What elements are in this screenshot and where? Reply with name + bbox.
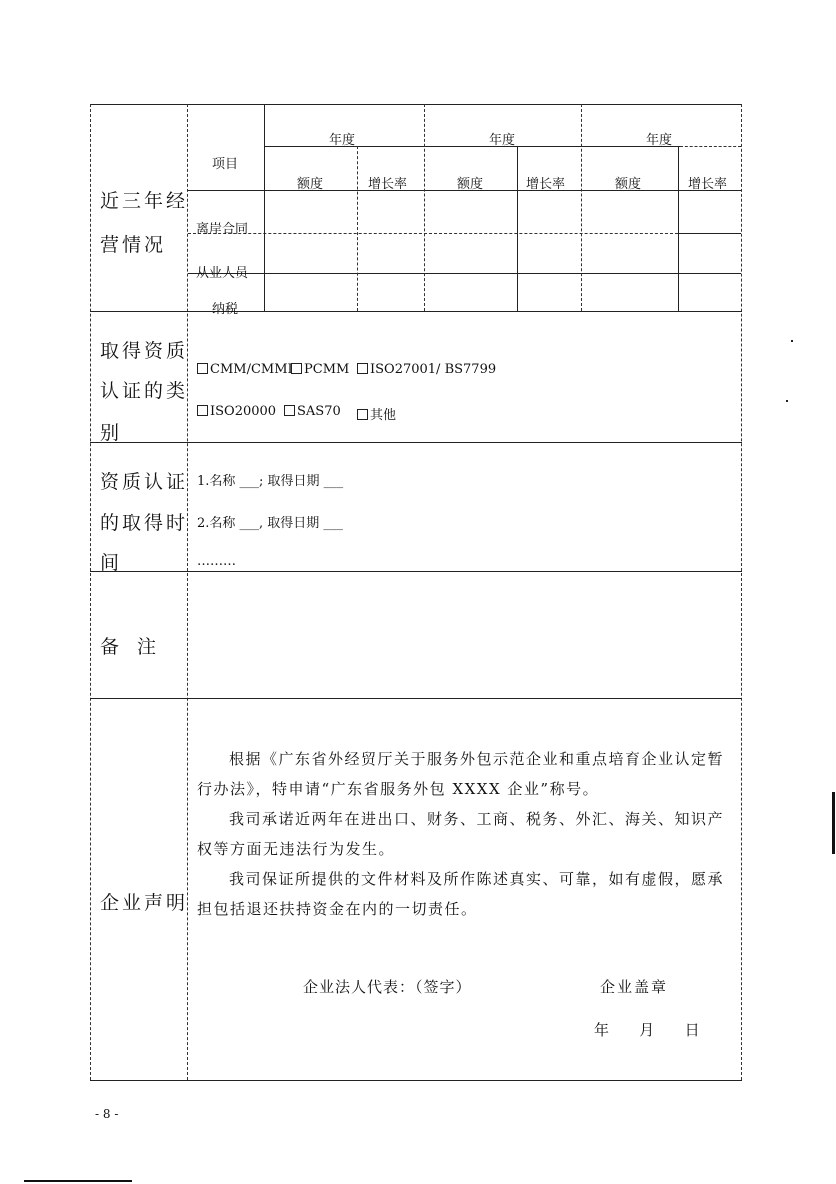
- section-divider-2: [90, 442, 742, 443]
- section2-label-line3: 别: [100, 422, 123, 444]
- cert-date-ellipsis: ………: [197, 554, 236, 569]
- cert-pcmm[interactable]: [291, 362, 349, 377]
- section-divider-1: [90, 311, 742, 312]
- cert-cmmi[interactable]: [197, 362, 293, 377]
- section3-label-line3: 间: [100, 552, 123, 574]
- company-seal: 企业盖章: [600, 978, 669, 996]
- section1-label-line2: 营情况: [100, 234, 167, 256]
- checkbox-cmmi[interactable]: [197, 363, 208, 374]
- cert-cmmi-label: CMM/CMMI: [210, 362, 293, 377]
- declaration-para2-line2: 权等方面无违法行为发生。: [197, 840, 396, 858]
- row-label-tax: 纳税: [212, 302, 239, 317]
- year-header-line-right: [680, 146, 741, 147]
- legal-representative-signature: 企业法人代表：（签字）: [303, 978, 472, 996]
- cert-iso20000-label: ISO20000: [210, 404, 277, 419]
- declaration-label: 企业声明: [100, 892, 189, 914]
- remarks-field[interactable]: [190, 574, 738, 694]
- scan-mark-right-2: [786, 400, 788, 402]
- cert-sas70-label: SAS70: [297, 404, 341, 419]
- cert-iso27001[interactable]: [357, 362, 496, 377]
- section-divider-4: [90, 698, 742, 699]
- col-divider-c: [517, 146, 518, 311]
- col-divider-d: [581, 104, 582, 311]
- col-divider-e: [678, 146, 679, 311]
- declaration-para3-line2: 担包括退还扶持资金在内的一切责任。: [197, 900, 478, 918]
- subheader-amount-3: 额度: [615, 177, 642, 192]
- scan-edge-mark: [832, 792, 835, 854]
- cert-other[interactable]: [357, 404, 396, 423]
- scan-mark-right-1: [791, 340, 793, 342]
- section2-label-line2: 认证的类: [100, 380, 189, 402]
- subheader-growth-2: 增长率: [526, 177, 566, 192]
- subheader-growth-1: 增长率: [368, 177, 408, 192]
- checkbox-pcmm[interactable]: [291, 363, 302, 374]
- row-line-1-right: [678, 233, 741, 234]
- cert-date-item-2: 2.名称 ___, 取得日期 ___: [197, 516, 343, 531]
- section-divider-3: [90, 571, 742, 572]
- declaration-para1-line2: 行办法》，特申请“广东省服务外包 XXXX 企业”称号。: [197, 780, 600, 798]
- checkbox-iso27001[interactable]: [357, 363, 368, 374]
- year-header-1: 年度: [329, 133, 356, 148]
- cert-date-item-1: 1.名称 ___; 取得日期 ___: [197, 474, 344, 489]
- row-line-2: [188, 273, 741, 274]
- table-right-border: [741, 104, 742, 1080]
- remarks-label: 备 注: [100, 636, 163, 658]
- row-line-1: [188, 233, 678, 234]
- subheader-growth-3: 增长率: [688, 177, 728, 192]
- row-label-offshore-contract: 离岸合同: [196, 222, 249, 237]
- checkbox-iso20000[interactable]: [197, 405, 208, 416]
- cert-pcmm-label: PCMM: [304, 362, 350, 377]
- col-divider-b: [424, 104, 425, 311]
- item-header: 项目: [212, 157, 239, 172]
- section1-label-line1: 近三年经: [100, 190, 189, 212]
- year-header-2: 年度: [489, 133, 516, 148]
- checkbox-sas70[interactable]: [284, 405, 295, 416]
- table-left-border: [90, 104, 91, 1080]
- section3-label-line1: 资质认证: [100, 471, 189, 493]
- col-divider-a: [357, 146, 358, 311]
- year-header-3: 年度: [646, 133, 673, 148]
- item-col-divider: [264, 104, 265, 311]
- section2-label-line1: 取得资质: [100, 340, 189, 362]
- declaration-para2-line1: 我司承诺近两年在进出口、财务、工商、税务、外汇、海关、知识产: [229, 810, 725, 828]
- subheader-amount-2: 额度: [457, 177, 484, 192]
- bottom-rule: [24, 1180, 132, 1182]
- declaration-para3-line1: 我司保证所提供的文件材料及所作陈述真实、可靠，如有虚假，愿承: [229, 870, 725, 888]
- declaration-text: [197, 744, 737, 924]
- section3-label-line2: 的取得时: [100, 512, 189, 534]
- cert-iso20000[interactable]: [197, 404, 276, 419]
- cert-sas70[interactable]: [284, 404, 341, 419]
- label-column-divider: [187, 104, 188, 1080]
- subheader-amount-1: 额度: [297, 177, 324, 192]
- cert-other-label: 其他: [370, 408, 397, 423]
- cert-iso27001-label: ISO27001/ BS7799: [370, 362, 497, 377]
- page-number: - 8 -: [95, 1107, 119, 1121]
- declaration-date: 年 月 日: [594, 1021, 704, 1039]
- checkbox-other[interactable]: [357, 409, 368, 420]
- year-header-line: [264, 146, 680, 147]
- declaration-para1-line1: 根据《广东省外经贸厅关于服务外包示范企业和重点培育企业认定暂: [229, 750, 725, 768]
- row-label-employees: 从业人员: [196, 266, 249, 281]
- table-bottom-border: [90, 1080, 742, 1081]
